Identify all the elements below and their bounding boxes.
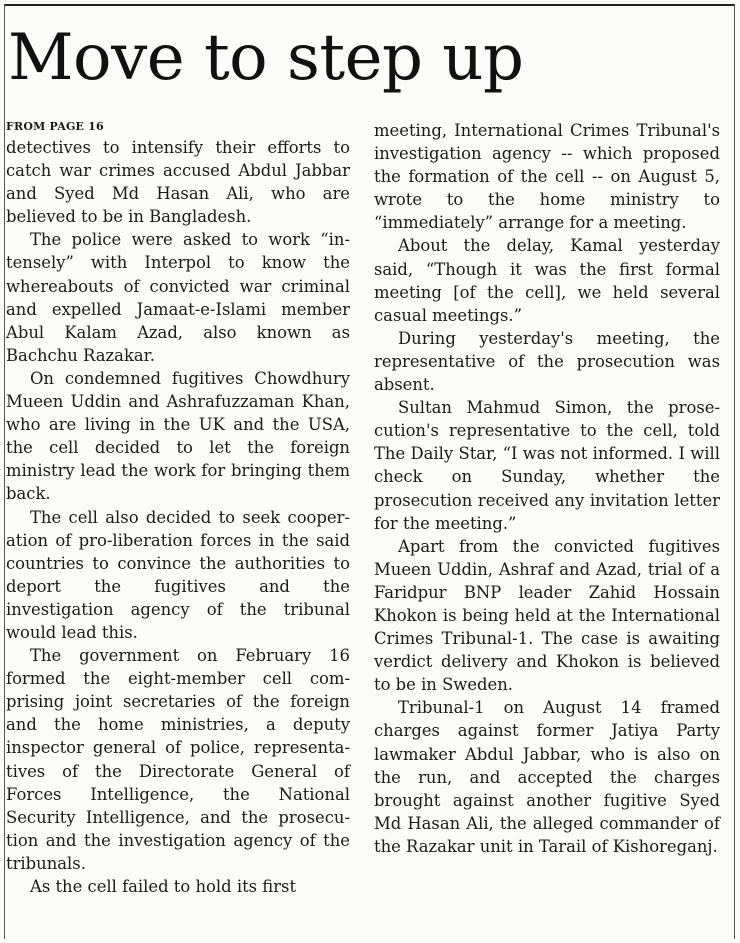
article-column-left (6, 119, 350, 898)
headline: Move to step up (8, 21, 524, 95)
paragraph: meeting, International Crimes Tribunal's investigation agency -- which proposed the formation of the cell -- on August 5, wrote to the home ministry to “immediately” arrange for a meeting. (374, 121, 720, 233)
paragraph: Sultan Mahmud Simon, the prosecution's representative to the cell, told The Daily Star, “I was not informed. I will check on Sunday, whether the prosecution received any invitation letter for the meeting.” (374, 398, 720, 533)
paragraph: detectives to intensify their efforts to catch war crimes accused Abdul Jabbar and Syed Md Hasan Ali, who are believed to be in Bangladesh. (6, 138, 350, 227)
paragraph: As the cell failed to hold its first (30, 877, 297, 896)
paragraph: On condemned fugitives Chowdhury Mueen Uddin and Ashrafuzzaman Khan, who are living in the UK and the USA, the cell decided to let the foreign ministry lead the work for bringing them back. (6, 368, 350, 504)
paragraph: The government on February 16 formed the eight-member cell comprising joint secretaries of the foreign and the home ministries, a deputy inspector general of police, representatives of the Directorate General of Forces Intelligence, the National Security Intelligence, and the prosecution and the investigation agency of the tribunals. (6, 646, 350, 873)
right-border-rule (734, 4, 735, 939)
paragraph: About the delay, Kamal yesterday said, “Though it was the first formal meeting [of the cell], we held several casual meetings.” (374, 236, 720, 325)
paragraph: The police were asked to work “intensely” with Interpol to know the whereabouts of convicted war criminal and expelled Jamaat-e-Islami member Abul Kalam Azad, also known as Bachchu Razakar. (6, 230, 350, 365)
left-border-rule (4, 4, 5, 939)
paragraph: During yesterday's meeting, the representative of the prosecution was absent. (374, 328, 720, 395)
continued-from-label: FROM PAGE 16 (6, 120, 104, 133)
paragraph: Tribunal-1 on August 14 framed charges against former Jatiya Party lawmaker Abdul Jabbar, who is also on the run, and accepted the charges brought against another fugitive Syed Md Hasan Ali, the alleged commander of the Razakar unit in Tarail of Kishoreganj. (374, 698, 720, 856)
article-column-right (374, 119, 720, 858)
top-border-rule (4, 4, 734, 6)
paragraph: The cell also decided to seek cooperation of pro-liberation forces in the said countries to convince the authorities to deport the fugitives and the investigation agency of the tribunal would lead this. (6, 507, 350, 642)
paragraph: Apart from the convicted fugitives Mueen Uddin, Ashraf and Azad, trial of a Faridpur BNP leader Zahid Hossain Khokon is being held at the International Crimes Tribunal-1. The case is awaiting verdict delivery and Khokon is believed to be in Sweden. (374, 536, 720, 695)
